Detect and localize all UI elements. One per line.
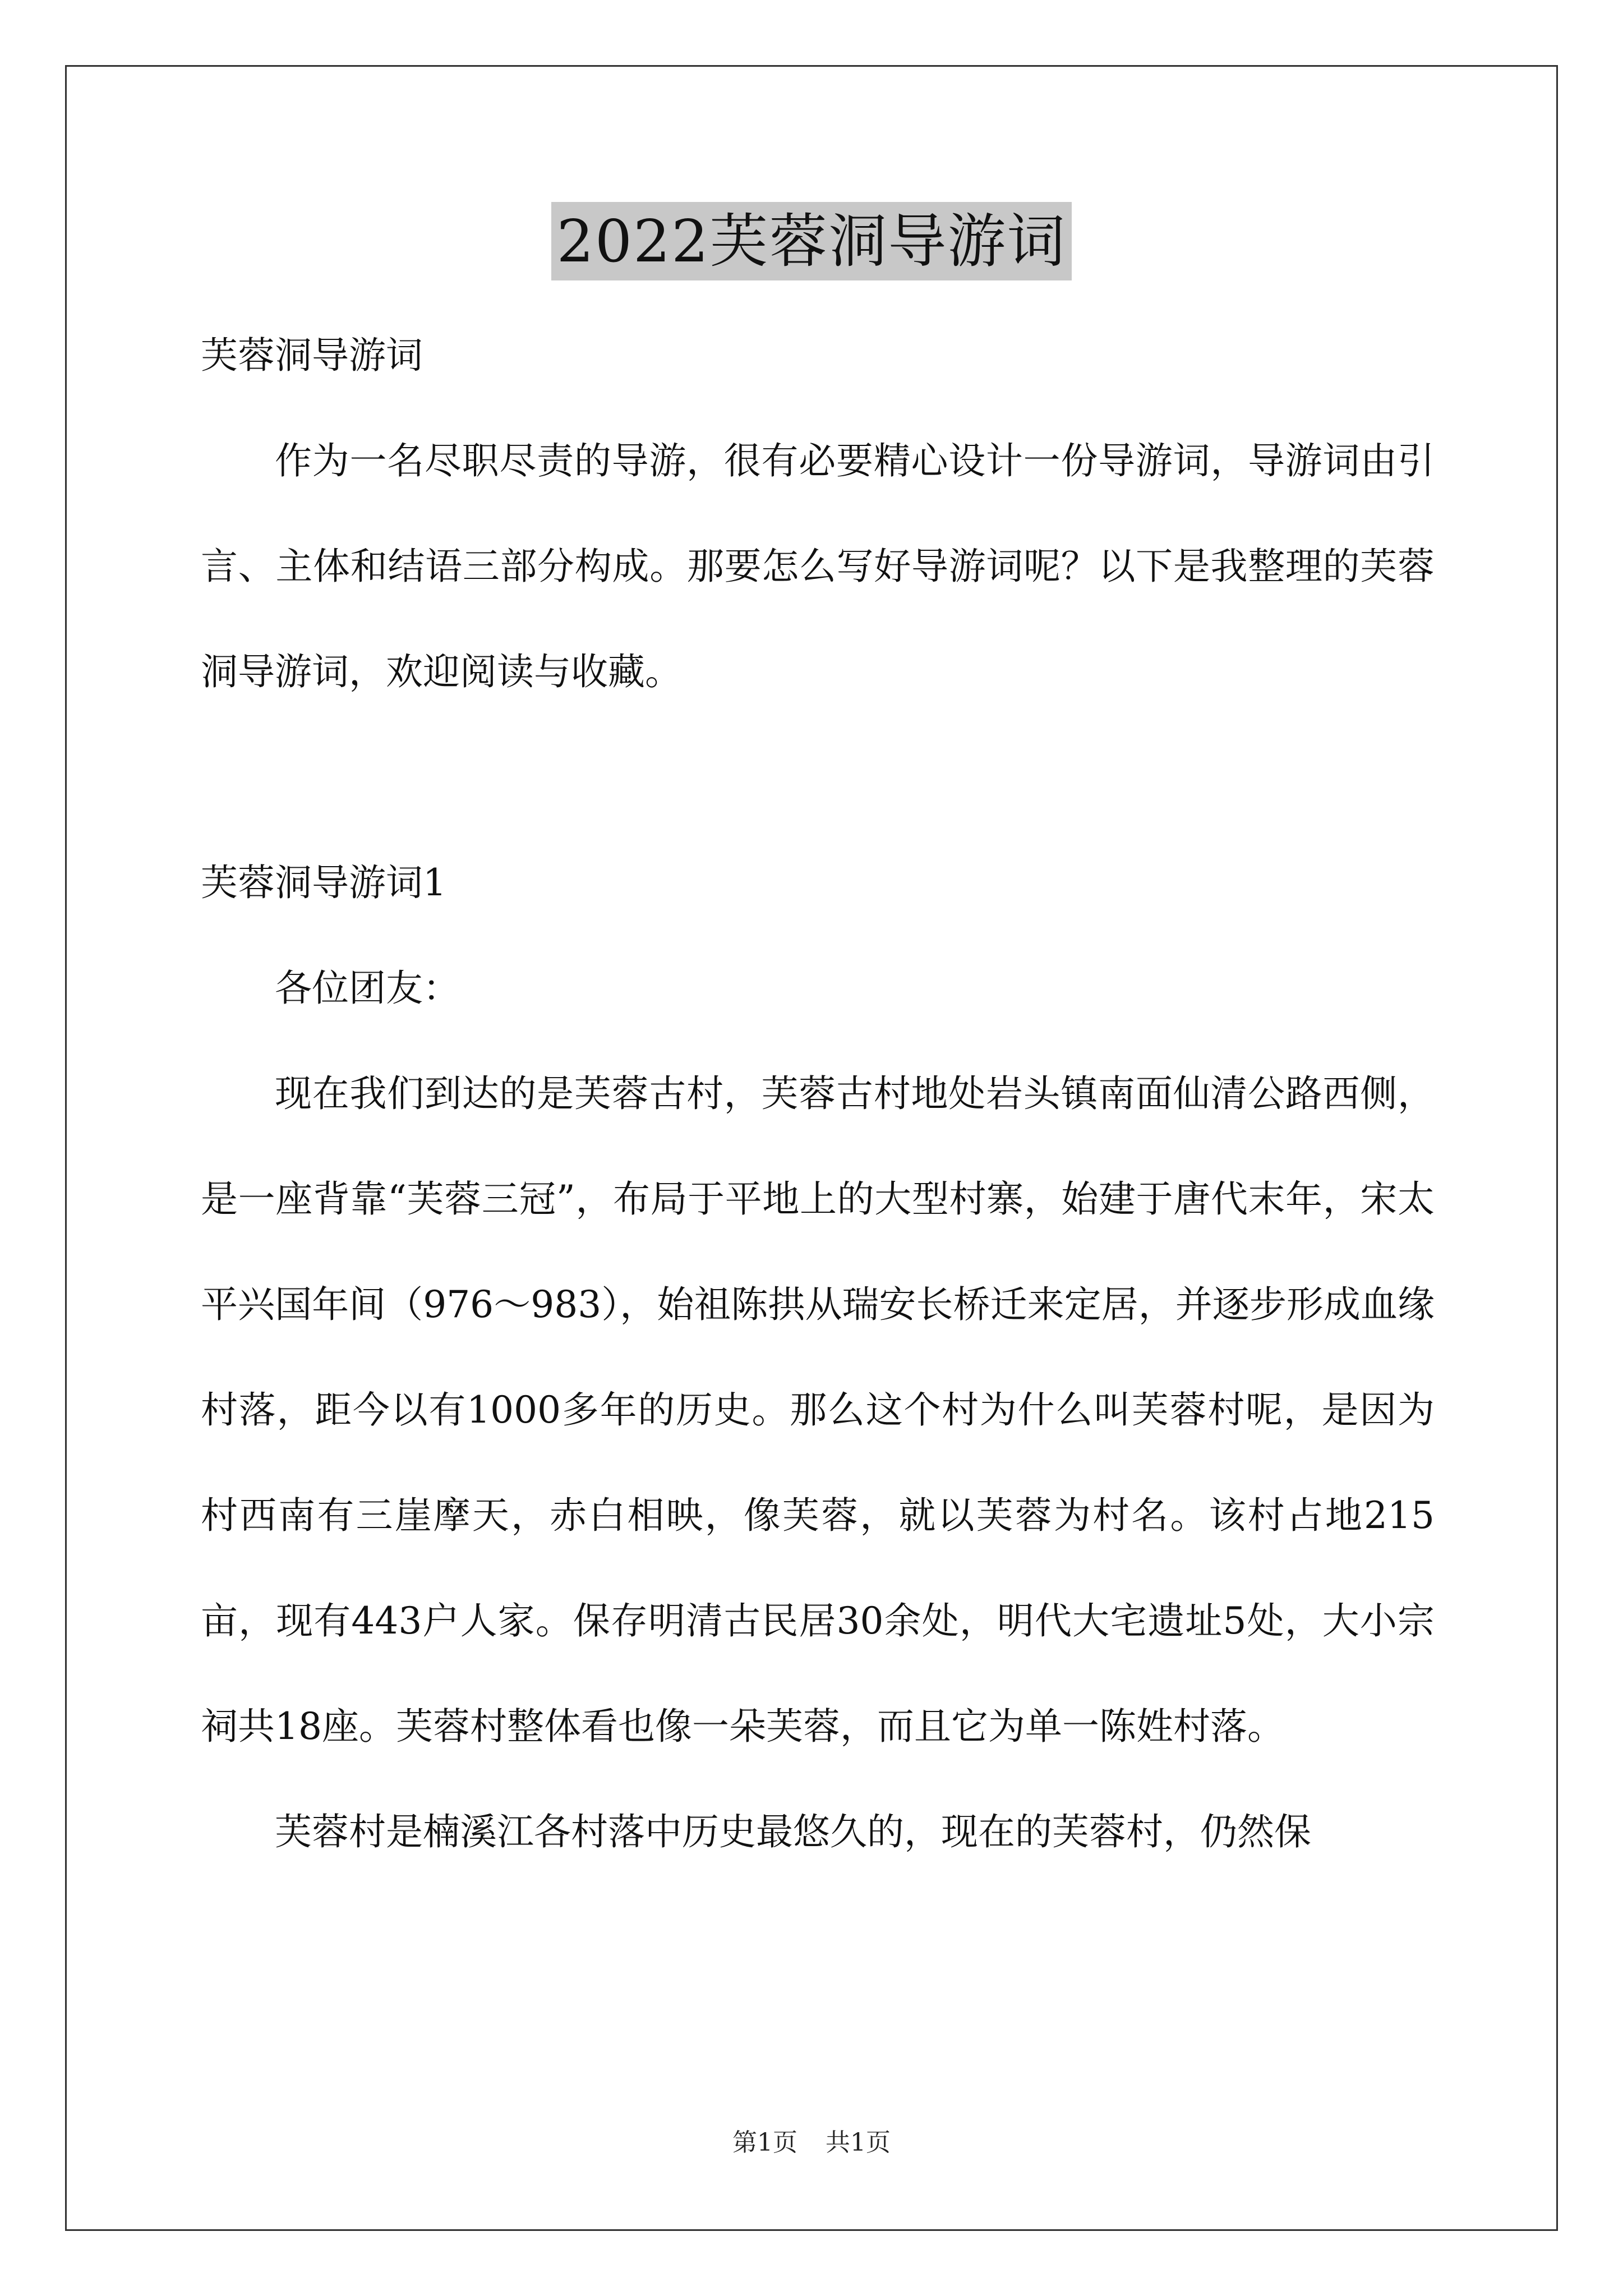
document-body bbox=[201, 303, 1435, 1885]
blank-line bbox=[201, 725, 1435, 830]
greeting-paragraph: 各位团友： bbox=[275, 967, 460, 1010]
page-footer bbox=[0, 2126, 1623, 2160]
intro-paragraph: 作为一名尽职尽责的导游，很有必要精心设计一份导游词，导游词由引言、主体和结语三部分构成。那要怎么写好导游词呢？以下是我整理的芙蓉洞导游词，欢迎阅读与收藏。 bbox=[201, 439, 1435, 693]
title-container bbox=[0, 202, 1623, 280]
body-paragraph-2: 芙蓉村是楠溪江各村落中历史最悠久的，现在的芙蓉村，仍然保 bbox=[275, 1810, 1311, 1853]
page-number: 第1页 bbox=[732, 2128, 797, 2157]
document-subtitle: 芙蓉洞导游词 bbox=[201, 334, 423, 377]
section-heading: 芙蓉洞导游词1 bbox=[201, 861, 446, 904]
page-total: 共1页 bbox=[826, 2128, 891, 2157]
document-title: 2022芙蓉洞导游词 bbox=[551, 202, 1072, 280]
body-paragraph-1: 现在我们到达的是芙蓉古村，芙蓉古村地处岩头镇南面仙清公路西侧，是一座背靠“芙蓉三冠”，布局于平地上的大型村寨，始建于唐代末年，宋太平兴国年间（976～983），始祖陈拱从瑞安长桥迁来定居，并逐步形成血缘村落，距今以有1000多年的历史。那么这个村为什么叫芙蓉村呢，是因为村西南有三崖摩天，赤白相映，像芙蓉，就以芙蓉为村名。该村占地215亩，现有443户人家。保存明清古民居30余处，明代大宅遗址5处，大小宗祠共18座。芙蓉村整体看也像一朵芙蓉，而且它为单一陈姓村落。 bbox=[201, 1072, 1435, 1748]
